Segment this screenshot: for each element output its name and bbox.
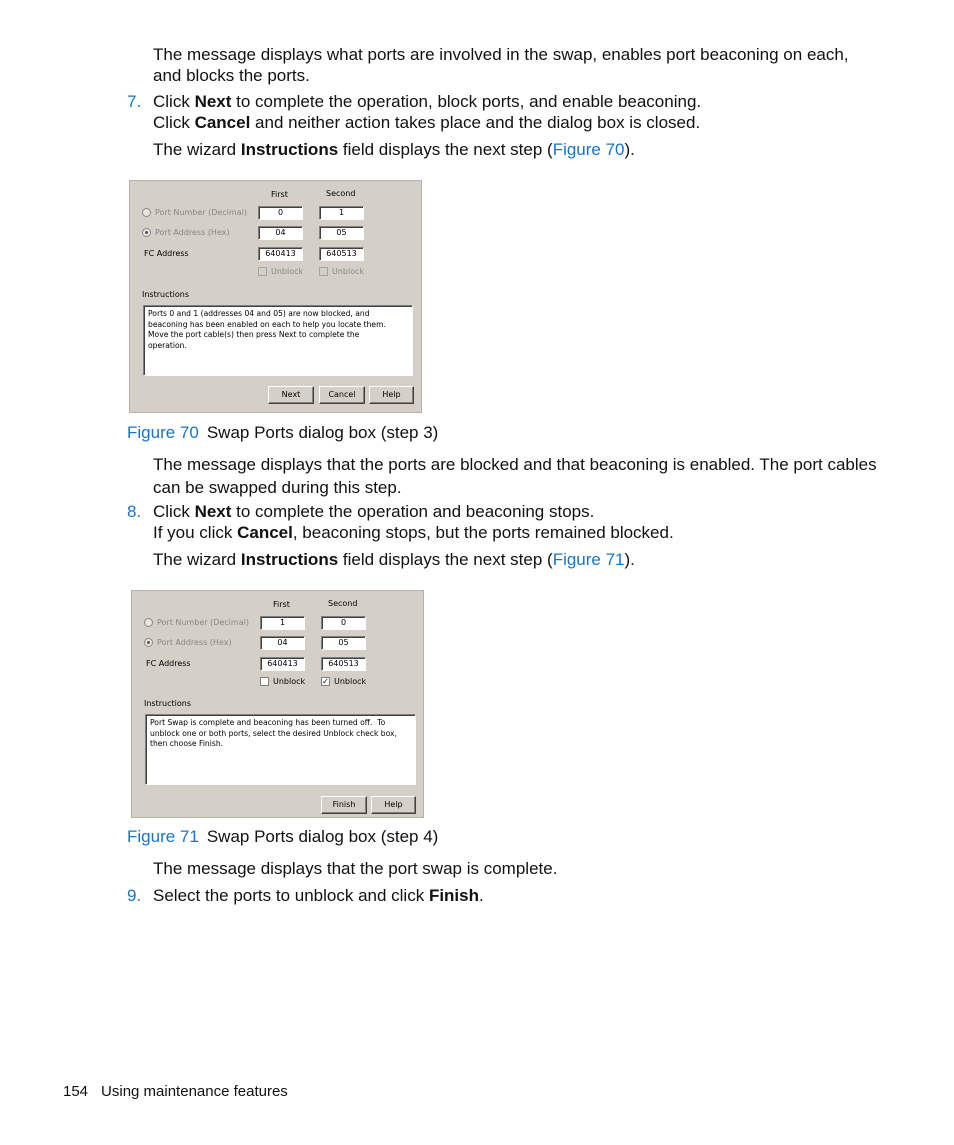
instructions-label: Instructions xyxy=(144,699,191,708)
step-7-note xyxy=(153,139,635,160)
caption-text: Swap Ports dialog box (step 3) xyxy=(206,423,439,442)
step-text: The wizard xyxy=(153,550,241,569)
paragraph-3: The message displays that the port swap is complete. xyxy=(153,859,558,878)
step-text: Select the ports to unblock and click xyxy=(153,886,429,905)
first-unblock-checkbox xyxy=(258,267,267,276)
paragraph-2 xyxy=(153,454,877,498)
step-text: Click xyxy=(153,502,195,521)
step-text: field displays the next step ( xyxy=(338,140,553,159)
port-number-radio xyxy=(142,208,151,217)
second-port-number-field[interactable]: 1 xyxy=(319,206,364,220)
figure-70-link[interactable]: Figure 70 xyxy=(552,140,625,159)
page-footer xyxy=(63,1083,288,1100)
step-number: 7. xyxy=(127,92,142,111)
second-port-address-field[interactable]: 05 xyxy=(319,226,364,240)
step-number: 9. xyxy=(127,886,142,905)
intro-paragraph xyxy=(153,44,849,86)
second-fc-address-field: 640513 xyxy=(319,247,364,261)
paragraph-line: can be swapped during this step. xyxy=(153,478,402,497)
second-unblock-checkbox[interactable] xyxy=(321,677,330,686)
step-text: Click xyxy=(153,113,195,132)
instructions-label: Instructions xyxy=(142,290,189,299)
checkmark-icon: ✓ xyxy=(322,677,329,686)
first-port-address-field[interactable]: 04 xyxy=(258,226,303,240)
step-text: The wizard xyxy=(153,140,241,159)
intro-line-1: The message displays what ports are involved in the swap, enables port beaconing on each, xyxy=(153,45,849,64)
caption-text: Swap Ports dialog box (step 4) xyxy=(206,827,439,846)
fc-address-label: FC Address xyxy=(144,249,189,258)
second-unblock-label: Unblock xyxy=(334,677,367,686)
finish-button[interactable]: Finish xyxy=(321,796,367,814)
intro-line-2: and blocks the ports. xyxy=(153,66,310,85)
figure-71-caption xyxy=(127,827,438,847)
ui-term: Next xyxy=(194,502,232,521)
second-fc-address-field: 640513 xyxy=(321,657,366,671)
ui-term: Next xyxy=(194,92,232,111)
column-header-first: First xyxy=(273,600,290,609)
port-address-label: Port Address (Hex) xyxy=(157,638,232,647)
column-header-second: Second xyxy=(328,599,358,608)
port-address-radio xyxy=(144,638,153,647)
help-button[interactable]: Help xyxy=(371,796,416,814)
section-title: Using maintenance features xyxy=(101,1083,288,1100)
ui-term: Cancel xyxy=(194,113,251,132)
step-number: 8. xyxy=(127,502,142,521)
first-unblock-label: Unblock xyxy=(273,677,306,686)
fc-address-label: FC Address xyxy=(146,659,191,668)
port-number-label: Port Number (Decimal) xyxy=(157,618,249,627)
step-text: Click xyxy=(153,92,195,111)
ui-term: Finish xyxy=(428,886,479,905)
step-9 xyxy=(127,885,484,906)
page-number: 154 xyxy=(63,1083,89,1100)
step-text: to complete the operation and beaconing stops. xyxy=(231,502,595,521)
ui-term: Instructions xyxy=(240,140,339,159)
paragraph-line: The message displays that the ports are blocked and that beaconing is enabled. The port cables xyxy=(153,455,877,474)
ui-term: Cancel xyxy=(237,523,293,542)
instructions-textarea: Ports 0 and 1 (addresses 04 and 05) are now blocked, and beaconing has been enabled on each to help you locate them. Move the port cable(s) then press Next to complete the operation. xyxy=(143,305,413,376)
first-port-address-field[interactable]: 04 xyxy=(260,636,305,650)
step-7 xyxy=(127,91,701,133)
step-text: If you click xyxy=(153,523,238,542)
figure-71-link[interactable]: Figure 71 xyxy=(552,550,625,569)
figure-label: Figure 71 xyxy=(127,827,199,846)
swap-ports-dialog-step3 xyxy=(129,180,422,413)
port-address-label: Port Address (Hex) xyxy=(155,228,230,237)
first-fc-address-field: 640413 xyxy=(260,657,305,671)
step-text: ). xyxy=(624,140,635,159)
column-header-first: First xyxy=(271,190,288,199)
help-button[interactable]: Help xyxy=(369,386,414,404)
figure-70-caption xyxy=(127,423,438,443)
swap-ports-dialog-step4 xyxy=(131,590,424,818)
port-number-radio xyxy=(144,618,153,627)
first-port-number-field[interactable]: 1 xyxy=(260,616,305,630)
first-unblock-checkbox[interactable] xyxy=(260,677,269,686)
step-text: , beaconing stops, but the ports remained blocked. xyxy=(292,523,674,542)
step-text: and neither action takes place and the dialog box is closed. xyxy=(250,113,701,132)
step-8 xyxy=(127,501,674,543)
instructions-textarea: Port Swap is complete and beaconing has been turned off. To unblock one or both ports, select the desired Unblock check box, then choose Finish. xyxy=(145,714,416,785)
second-port-number-field[interactable]: 0 xyxy=(321,616,366,630)
step-text: field displays the next step ( xyxy=(338,550,553,569)
first-port-number-field[interactable]: 0 xyxy=(258,206,303,220)
port-number-label: Port Number (Decimal) xyxy=(155,208,247,217)
step-text: . xyxy=(479,886,484,905)
second-unblock-label: Unblock xyxy=(332,267,365,276)
column-header-second: Second xyxy=(326,189,356,198)
second-unblock-checkbox xyxy=(319,267,328,276)
second-port-address-field[interactable]: 05 xyxy=(321,636,366,650)
step-8-note xyxy=(153,549,635,570)
step-text: to complete the operation, block ports, and enable beaconing. xyxy=(231,92,702,111)
port-address-radio xyxy=(142,228,151,237)
first-fc-address-field: 640413 xyxy=(258,247,303,261)
cancel-button[interactable]: Cancel xyxy=(319,386,365,404)
figure-label: Figure 70 xyxy=(127,423,199,442)
next-button[interactable]: Next xyxy=(268,386,314,404)
ui-term: Instructions xyxy=(240,550,339,569)
step-text: ). xyxy=(624,550,635,569)
first-unblock-label: Unblock xyxy=(271,267,304,276)
